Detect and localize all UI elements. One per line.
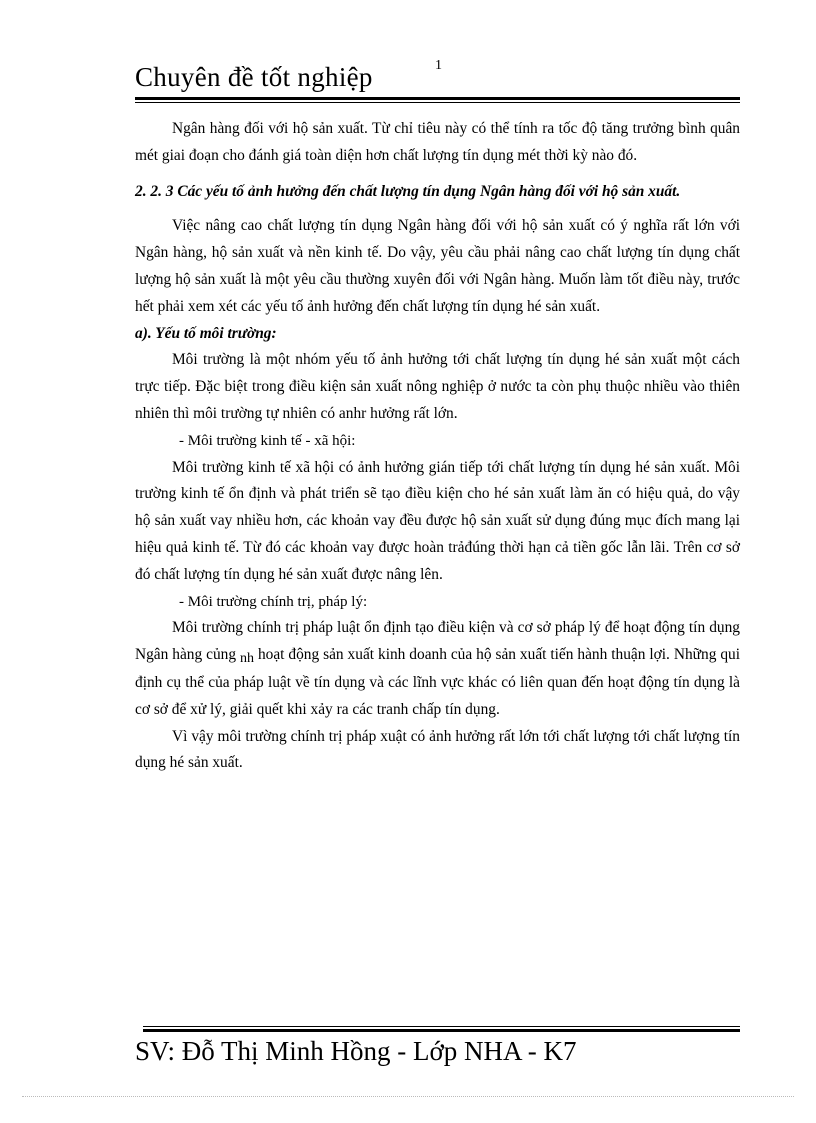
paragraph-5-fragment: nh: [240, 651, 254, 667]
document-body: [135, 116, 740, 777]
bullet-economic-social: - Môi trường kinh tế - xã hội:: [179, 432, 356, 449]
paragraph-5: [135, 615, 740, 723]
paragraph-5-part-1: Môi trường chính trị pháp luật ổn định tạo điều kiện và cơ sở pháp lý để hoạt động tín dụng Ngân hàng củng: [135, 619, 740, 664]
paragraph-6: Vì vậy môi trường chính trị pháp xuật có ảnh hưởng rất lớn tới chất lượng tới chất lượng tín dụng hé sản xuất.: [135, 727, 740, 772]
bullet-political-legal: - Môi trường chính trị, pháp lý:: [179, 593, 368, 610]
paragraph-2: Việc nâng cao chất lượng tín dụng Ngân hàng đối với hộ sản xuất có ý nghĩa rất lớn với Ngân hàng, hộ sản xuất và nền kinh tế. Do vậy, yêu cầu phải nâng cao chất lượng tín dụng chất lượng hộ sản xuất là một yêu cầu thường xuyên đối với Ngân hàng. Muốn làm tốt điều này, trước hết phải xem xét các yếu tố ảnh hưởng đến chất lượng tín dụng hé sản xuất.: [135, 217, 740, 315]
header-rule-thick: [135, 97, 740, 100]
header-rule-thin: [135, 102, 740, 103]
page-bottom-divider: [22, 1096, 794, 1097]
paragraph-4: Môi trường kinh tế xã hội có ảnh hưởng gián tiếp tới chất lượng tín dụng hé sản xuất. Môi trường kinh tế ổn định và phát triển sẽ tạo điều kiện cho hé sản xuất làm ăn có hiệu quả, do vậy hộ sản xuất vay nhiều hơn, các khoản vay đều được hộ sản xuất sử dụng đúng mục đích mang lại hiệu quả kinh tế. Từ đó các khoản vay được hoàn trảđúng thời hạn cả tiền gốc lẫn lãi. Trên cơ sở đó chất lượng tín dụng hé sản xuất được nâng lên.: [135, 458, 740, 583]
paragraph-1: Ngân hàng đối với hộ sản xuất. Từ chỉ tiêu này có thể tính ra tốc độ tăng trưởng bình quân mét giai đoạn cho đánh giá toàn diện hơn chất lượng tín dụng mét thời kỳ nào đó.: [135, 120, 740, 164]
section-heading: 2. 2. 3 Các yếu tố ảnh hưởng đến chất lượng tín dụng Ngân hàng đối với hộ sản xuất.: [135, 182, 681, 200]
paragraph-5-part-2: hoạt động sản xuất kinh doanh của hộ sản xuất tiến hành thuận lợi. Những qui định cụ thể của pháp luật về tín dụng và các lĩnh vực khác có liên quan đến hoạt động tín dụng là cơ sở để xử lý, giải quết khi xảy ra các tranh chấp tín dụng.: [135, 646, 740, 718]
page-header: [135, 58, 740, 102]
page-number: 1: [435, 58, 442, 73]
sub-heading-a: a). Yếu tố môi trường:: [135, 324, 277, 342]
footer-text: SV: Đỗ Thị Minh Hồng - Lớp NHA - K7: [135, 1036, 577, 1066]
paragraph-3: Môi trường là một nhóm yếu tố ảnh hưởng tới chất lượng tín dụng hé sản xuất một cách trực tiếp. Đặc biệt trong điều kiện sản xuất nông nghiệp ở nước ta còn phụ thuộc nhiều vào thiên nhiên thì môi trường tự nhiên có anhr hưởng rất lớn.: [135, 351, 740, 422]
header-title: Chuyên đề tốt nghiệp: [135, 62, 373, 92]
footer-rule-thick: [143, 1029, 740, 1032]
footer-rule-thin: [143, 1026, 740, 1027]
